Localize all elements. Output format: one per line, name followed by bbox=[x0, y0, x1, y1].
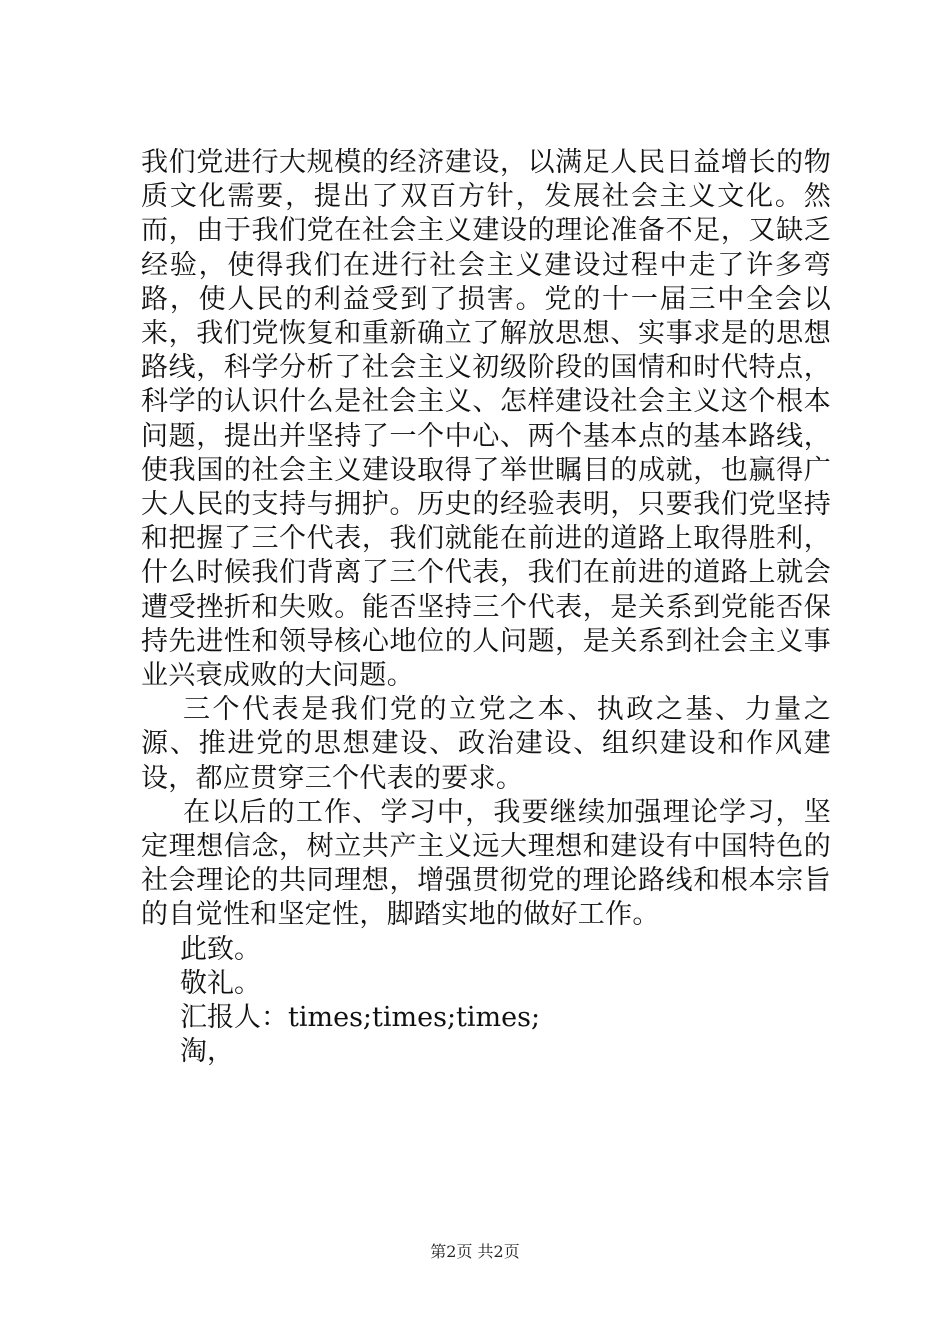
document-body bbox=[141, 146, 831, 1069]
trailing-line: 淘， bbox=[180, 1036, 234, 1068]
body-paragraph-1: 我们党进行大规模的经济建设，以满足人民日益增长的物质文化需要，提出了双百方针，发展社会主义文化。然而，由于我们党在社会主义建设的理论准备不足，又缺乏经验，使得我们在进行社会主义建设过程中走了许多弯路，使人民的利益受到了损害。党的十一届三中全会以来，我们党恢复和重新确立了解放思想、实事求是的思想路线，科学分析了社会主义初级阶段的国情和时代特点，科学的认识什么是社会主义、怎样建设社会主义这个根本问题，提出并坚持了一个中心、两个基本点的基本路线，使我国的社会主义建设取得了举世瞩目的成就，也赢得广大人民的支持与拥护。历史的经验表明，只要我们党坚持和把握了三个代表，我们就能在前进的道路上取得胜利，什么时候我们背离了三个代表，我们在前进的道路上就会遭受挫折和失败。能否坚持三个代表，是关系到党能否保持先进性和领导核心地位的人问题，是关系到社会主义事业兴衰成败的大问题。 bbox=[141, 147, 831, 692]
page-footer: 第2页 共2页 bbox=[430, 1242, 520, 1261]
body-paragraph-3: 在以后的工作、学习中，我要继续加强理论学习，坚定理想信念，树立共产主义远大理想和建设有中国特色的社会理论的共同理想，增强贯彻党的理论路线和根本宗旨的自觉性和坚定性，脚踏实地的做好工作。 bbox=[141, 796, 831, 931]
closing-salutation: 此致。 bbox=[180, 933, 261, 965]
body-paragraph-2: 三个代表是我们党的立党之本、执政之基、力量之源、推进党的思想建设、政治建设、组织建设和作风建设，都应贯穿三个代表的要求。 bbox=[141, 694, 831, 794]
reporter-line: 汇报人：times;times;times; bbox=[180, 1002, 541, 1034]
closing-regards: 敬礼。 bbox=[180, 967, 261, 999]
